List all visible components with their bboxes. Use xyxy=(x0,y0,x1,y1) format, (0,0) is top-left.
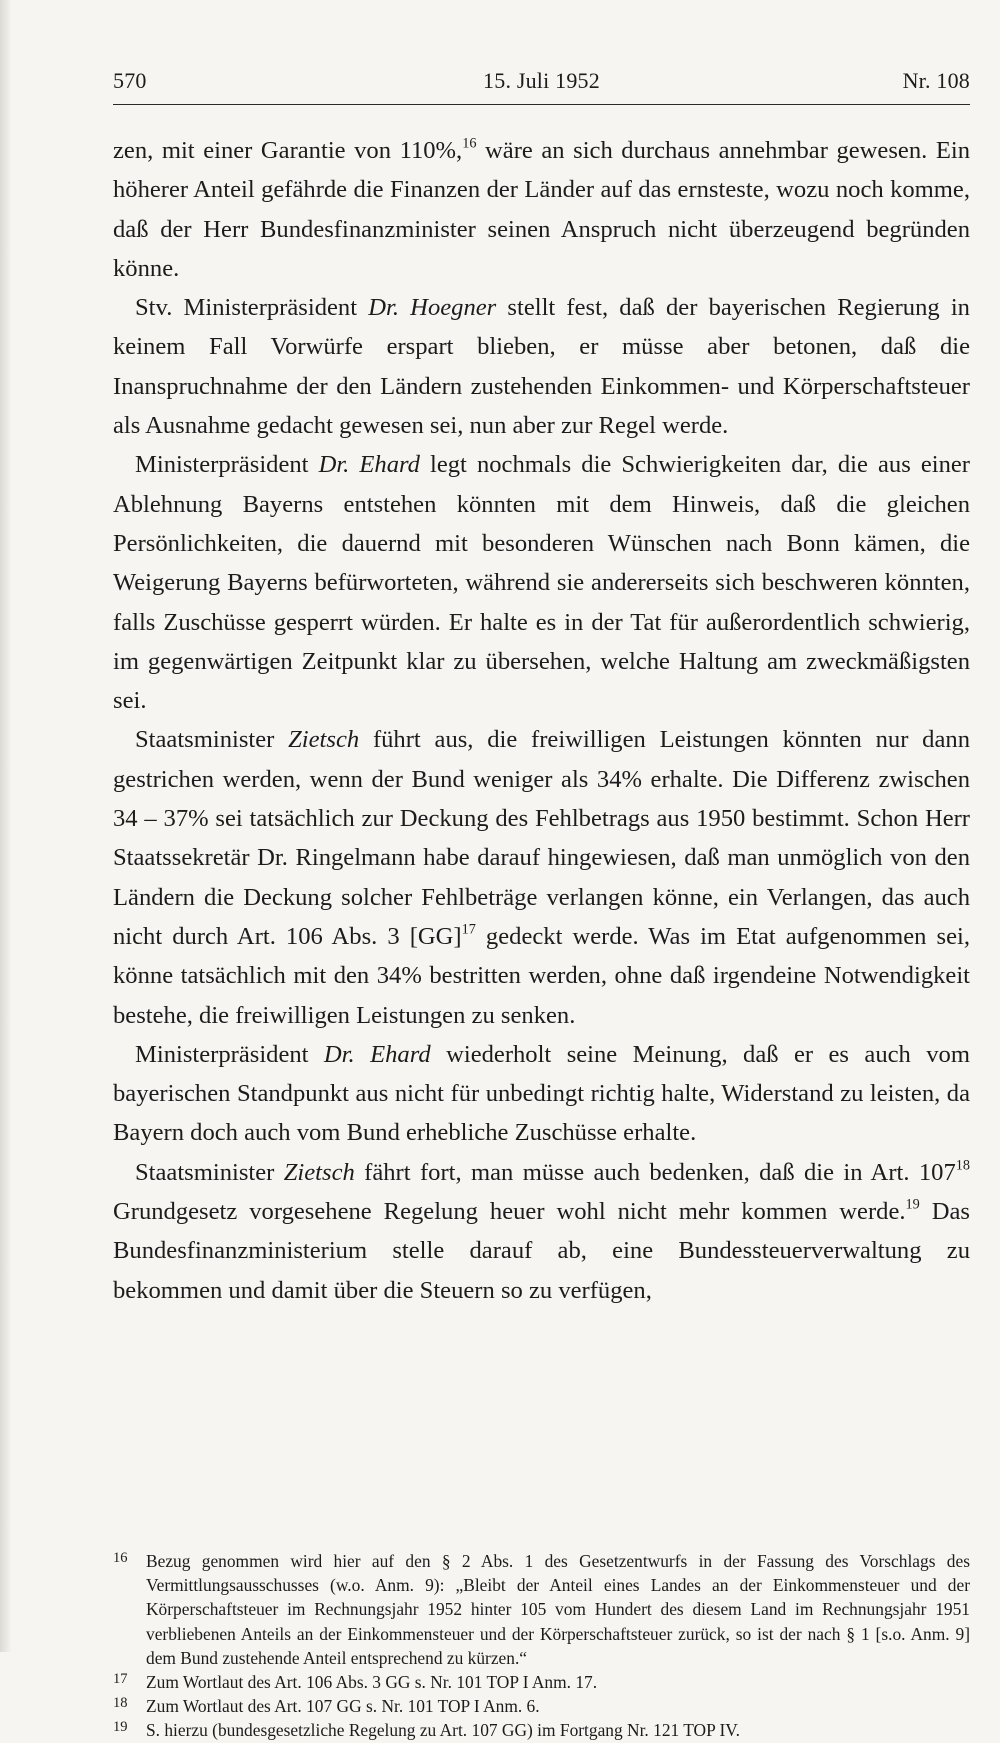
header-issue-number: Nr. 108 xyxy=(902,68,970,93)
paragraph-text-cont: Grundgesetz vorgesehene Regelung heuer wohl nicht mehr kommen werde. xyxy=(113,1198,906,1226)
paragraph-ehard-2 xyxy=(113,1035,970,1153)
footnote-18 xyxy=(113,1694,970,1718)
footnote-number: 16 xyxy=(113,1550,128,1566)
footnote-text: Zum Wortlaut des Art. 107 GG s. Nr. 101 TOP I Anm. 6. xyxy=(146,1696,540,1717)
footnote-ref-19[interactable]: 19 xyxy=(905,1196,920,1213)
speaker-title: Ministerpräsident xyxy=(135,451,319,479)
paragraph-text-cont: gedeckt werde. Was im Etat aufgenommen sei, könne tatsächlich mit den 34% bestritten werden, ohne daß irgendeine Notwendigkeit bestehe, die freiwilligen Leistungen zu senken. xyxy=(113,922,970,1029)
paragraph-text: fährt fort, man müsse auch bedenken, daß die in Art. 107 xyxy=(354,1158,956,1186)
running-header xyxy=(113,68,970,102)
footnotes xyxy=(113,1549,970,1743)
footnote-19 xyxy=(113,1718,970,1742)
page-number: 570 xyxy=(113,68,147,93)
speaker-name: Dr. Ehard xyxy=(318,451,420,479)
paragraph-text: führt aus, die freiwilligen Leistungen könnten nur dann gestrichen werden, wenn der Bund weniger als 34% erhalte. Die Differenz zwischen 34 – 37% sei tatsächlich zur Deckung des Fehlbetrags aus 1950 bestimmt. Schon Herr Staatssekretär Dr. Ringelmann habe darauf hingewiesen, daß man unmöglich von den Ländern die Deckung solcher Fehlbeträge verlangen könne, ein Verlangen, das auch nicht durch Art. 106 Abs. 3 [GG] xyxy=(113,726,970,950)
paragraph-1-text: zen, mit einer Garantie von 110%, xyxy=(113,137,463,164)
header-rule xyxy=(113,104,970,105)
speaker-name: Zietsch xyxy=(283,1158,355,1186)
footnote-text: S. hierzu (bundesgesetzliche Regelung zu Art. 107 GG) im Fortgang Nr. 121 TOP IV. xyxy=(146,1720,740,1741)
paragraph-text-end: Das Bundesfinanzministerium stelle darauf ab, eine Bundessteuerverwaltung zu bekommen und damit über die Steuern so zu verfügen, xyxy=(113,1198,970,1304)
paragraph-text: stellt fest, daß der bayerischen Regierung in keinem Fall Vorwürfe erspart blieben, er müsse aber betonen, daß die Inanspruchnahme der den Ländern zustehenden Einkommen- und Körperschaftsteuer als Ausnahme gedacht gewesen sei, nun aber zur Regel werde. xyxy=(113,294,970,440)
speaker-name: Dr. Hoegner xyxy=(368,294,497,322)
speaker-title: Staatsminister xyxy=(135,1158,284,1186)
footnote-number: 17 xyxy=(113,1671,128,1688)
footnote-ref-18[interactable]: 18 xyxy=(955,1157,971,1174)
paragraph-text: legt nochmals die Schwierigkeiten dar, die aus einer Ablehnung Bayerns entstehen könnten mit dem Hinweis, daß die gleichen Persönlichkeiten, die dauernd mit besonderen Wünschen nach Bonn kämen, die Weigerung Bayerns befürworteten, während sie andererseits sich beschweren könnten, falls Zuschüsse gesperrt würden. Er halte es in der Tat für außerordentlich schwierig, im gegenwärtigen Zeitpunkt klar zu übersehen, welche Haltung am zweckmäßigsten sei. xyxy=(113,451,970,715)
footnote-ref-16[interactable]: 16 xyxy=(462,135,477,152)
speaker-title: Stv. Ministerpräsident xyxy=(135,294,369,322)
footnote-ref-17[interactable]: 17 xyxy=(461,921,476,938)
paragraph-1-text-cont: wäre an sich durchaus annehmbar gewesen. Ein höherer Anteil gefährde die Finanzen der Länder auf das ernsteste, wozu noch komme, daß der Herr Bundesfinanzminister seinen Anspruch nicht überzeugend begründen könne. xyxy=(113,137,970,282)
paragraph-hoegner xyxy=(113,288,970,445)
header-date: 15. Juli 1952 xyxy=(483,68,600,93)
footnote-number: 18 xyxy=(113,1695,128,1712)
page-edge-shadow xyxy=(0,0,12,1652)
speaker-name: Dr. Ehard xyxy=(323,1040,431,1068)
paragraph-text: wiederholt seine Meinung, daß er es auch vom bayerischen Standpunkt aus nicht für unbedingt richtig halte, Widerstand zu leisten, da Bayern doch auch vom Bund erhebliche Zuschüsse erhalte. xyxy=(113,1040,970,1147)
speaker-title: Ministerpräsident xyxy=(135,1040,324,1068)
paragraph-zietsch-1 xyxy=(113,720,970,1034)
footnote-17 xyxy=(113,1670,970,1694)
paragraph-1 xyxy=(113,131,970,288)
paragraph-zietsch-2 xyxy=(113,1153,970,1310)
paragraph-ehard-1 xyxy=(113,445,970,720)
body-text xyxy=(113,131,970,1310)
speaker-name: Zietsch xyxy=(288,726,360,754)
speaker-title: Staatsminister xyxy=(135,726,289,754)
footnote-number: 19 xyxy=(113,1719,128,1736)
footnote-text: Zum Wortlaut des Art. 106 Abs. 3 GG s. Nr. 101 TOP I Anm. 17. xyxy=(146,1672,598,1693)
footnote-text: Bezug genommen wird hier auf den § 2 Abs. 1 des Gesetzentwurfs in der Fassung des Vorschlags des Vermittlungsausschusses (w.o. Anm. 9): „Bleibt der Anteil eines Landes an der Einkommensteuer und der Körperschaftsteuer im Rechnungsjahr 1952 hinter 105 vom Hundert des diesem Land im Rechnungsjahr 1951 verbliebenen Anteils an der Einkommensteuer und der Körperschaftsteuer zurück, so ist der nach § 1 [s.o. Anm. 9] dem Bund zustehende Anteil entsprechend zu kürzen.“ xyxy=(146,1551,970,1668)
